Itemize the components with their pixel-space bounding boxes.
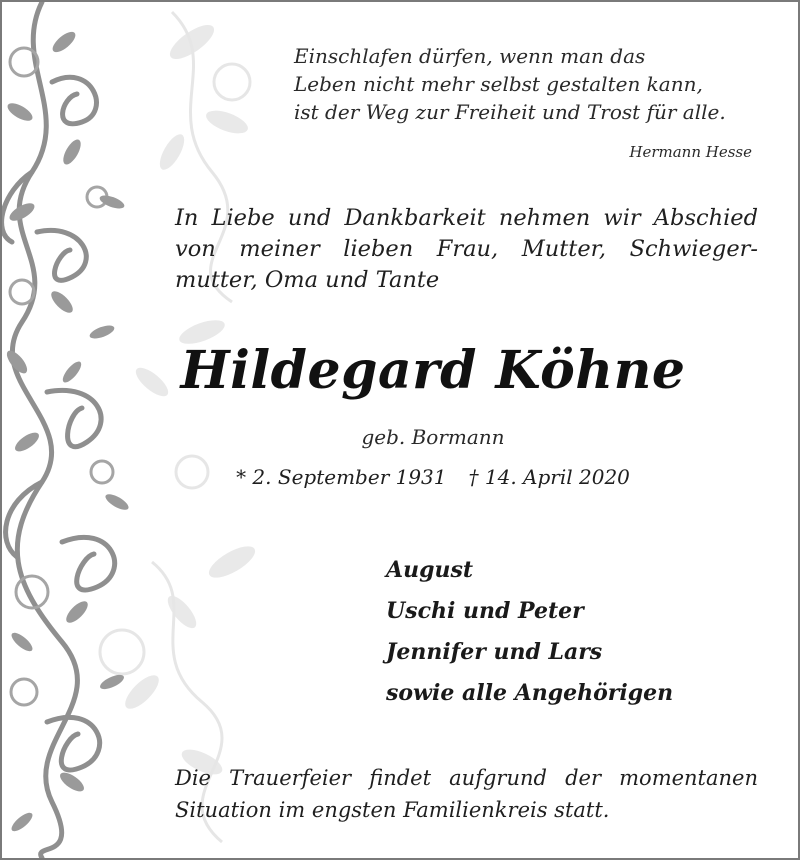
quote-author: Hermann Hesse	[629, 143, 752, 161]
funeral-note: Die Trauerfeier findet aufgrund der momentanen Situation im engsten Familienkreis statt.	[175, 766, 758, 822]
quote-line: Einschlafen dürfen, wenn man das	[294, 44, 646, 68]
mourner-entry: sowie alle Angehörigen	[386, 680, 674, 706]
mourner-entry: August	[386, 557, 473, 583]
life-dates	[2, 465, 798, 489]
intro-text: In Liebe und Dankbarkeit nehmen wir Abschied von meiner lieben Frau, Mutter, Schwieger- mutter, Oma und Tante	[175, 205, 758, 293]
mourner-entry: Uschi und Peter	[386, 598, 584, 624]
mourner-entry: Jennifer und Lars	[386, 639, 603, 665]
quote-line: Leben nicht mehr selbst gestalten kann,	[294, 72, 703, 96]
death-date: † 14. April 2020	[468, 465, 630, 489]
quote	[294, 42, 764, 126]
quote-line: ist der Weg zur Freiheit und Trost für alle.	[294, 100, 726, 124]
birth-name: geb. Bormann	[361, 425, 505, 449]
deceased-name: Hildegard Köhne	[180, 340, 686, 401]
birth-date: * 2. September 1931	[236, 465, 447, 489]
mourners-list	[386, 550, 673, 714]
